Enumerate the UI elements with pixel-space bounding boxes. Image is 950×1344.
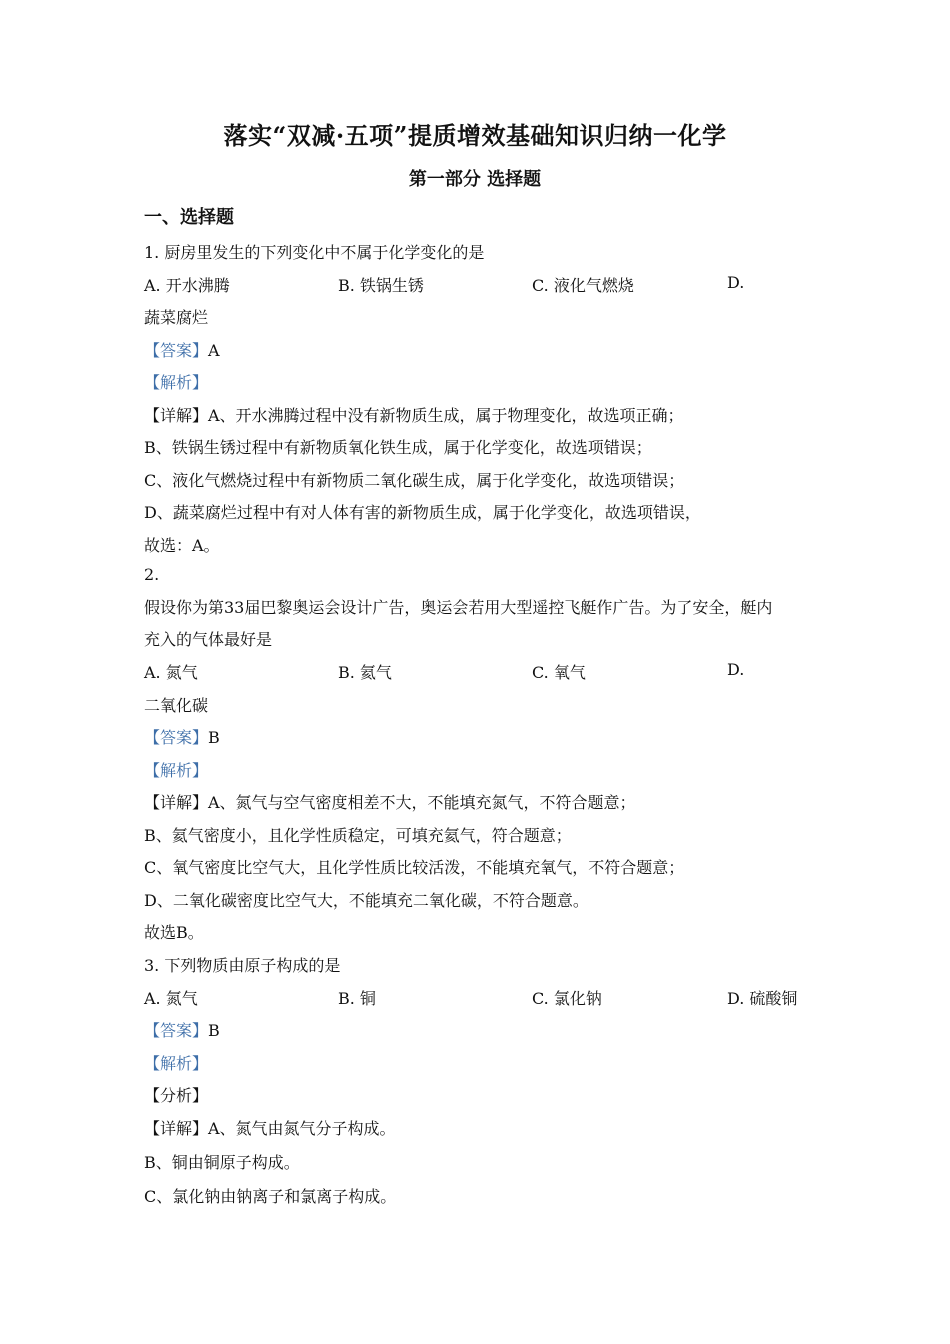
q3-detail-line: C、氯化钠由钠离子和氯离子构成。 — [144, 1187, 397, 1206]
q3-fenxi-label: 【分析】 — [144, 1086, 209, 1105]
q1-stem: 1. 厨房里发生的下列变化中不属于化学变化的是 — [144, 243, 485, 262]
document-title: 落实“双减·五项”提质增效基础知识归纳一化学 — [223, 121, 727, 150]
q2-conclusion: 故选B。 — [144, 923, 204, 942]
q3-option-b: B. 铜 — [338, 989, 376, 1008]
q1-detail-line: B、铁锅生锈过程中有新物质氧化铁生成，属于化学变化，故选项错误； — [144, 438, 652, 457]
q1-answer — [144, 338, 220, 361]
q2-detail-line: B、氦气密度小，且化学性质稳定，可填充氦气，符合题意； — [144, 826, 572, 845]
q1-option-d: D. — [727, 273, 745, 292]
q1-analysis-label: 【解析】 — [144, 373, 209, 392]
q2-detail-line: D、二氧化碳密度比空气大，不能填充二氧化碳，不符合题意。 — [144, 891, 589, 910]
q2-number: 2. — [144, 565, 160, 584]
q3-analysis-label: 【解析】 — [144, 1054, 209, 1073]
q1-option-a: A. 开水沸腾 — [144, 276, 230, 295]
q1-option-b: B. 铁锅生锈 — [338, 276, 424, 295]
q3-detail-line: B、铜由铜原子构成。 — [144, 1153, 300, 1172]
q3-stem: 3. 下列物质由原子构成的是 — [144, 956, 341, 975]
q2-detail-line: C、氧气密度比空气大，且化学性质比较活泼，不能填充氧气，不符合题意； — [144, 858, 685, 877]
q3-option-d: D. 硫酸铜 — [727, 989, 798, 1008]
answer-value: B — [208, 728, 220, 747]
q2-detail-line: 【详解】A、氮气与空气密度相差不大，不能填充氮气，不符合题意； — [144, 793, 636, 812]
q1-option-c: C. 液化气燃烧 — [532, 276, 634, 295]
q1-detail-line: C、液化气燃烧过程中有新物质二氧化碳生成，属于化学变化，故选项错误； — [144, 471, 685, 490]
q2-option-b: B. 氦气 — [338, 663, 392, 682]
section-heading: 一、选择题 — [144, 207, 234, 228]
q3-option-c: C. 氯化钠 — [532, 989, 602, 1008]
q1-detail-line: 【详解】A、开水沸腾过程中没有新物质生成，属于物理变化，故选项正确； — [144, 406, 684, 425]
answer-value: B — [208, 1021, 220, 1040]
q2-stem-line: 假设你为第33届巴黎奥运会设计广告，奥运会若用大型遥控飞艇作广告。为了安全，艇内 — [144, 598, 773, 617]
q1-option-d-text: 蔬菜腐烂 — [144, 308, 209, 327]
answer-label: 【答案】 — [144, 1021, 209, 1040]
q3-option-a: A. 氮气 — [144, 989, 198, 1008]
q2-option-d: D. — [727, 660, 745, 679]
q2-option-c: C. 氧气 — [532, 663, 586, 682]
q2-answer — [144, 725, 220, 748]
part-heading: 第一部分 选择题 — [408, 169, 542, 190]
q2-option-a: A. 氮气 — [144, 663, 198, 682]
q1-conclusion: 故选：A。 — [144, 536, 220, 555]
q2-analysis-label: 【解析】 — [144, 761, 209, 780]
q2-option-d-text: 二氧化碳 — [144, 696, 209, 715]
answer-label: 【答案】 — [144, 728, 209, 747]
q3-detail-line: 【详解】A、氮气由氮气分子构成。 — [144, 1119, 396, 1138]
q3-answer — [144, 1018, 220, 1041]
answer-value: A — [208, 341, 220, 360]
q1-detail-line: D、蔬菜腐烂过程中有对人体有害的新物质生成，属于化学变化，故选项错误， — [144, 503, 701, 522]
q2-stem-line: 充入的气体最好是 — [144, 630, 273, 649]
answer-label: 【答案】 — [144, 341, 209, 360]
